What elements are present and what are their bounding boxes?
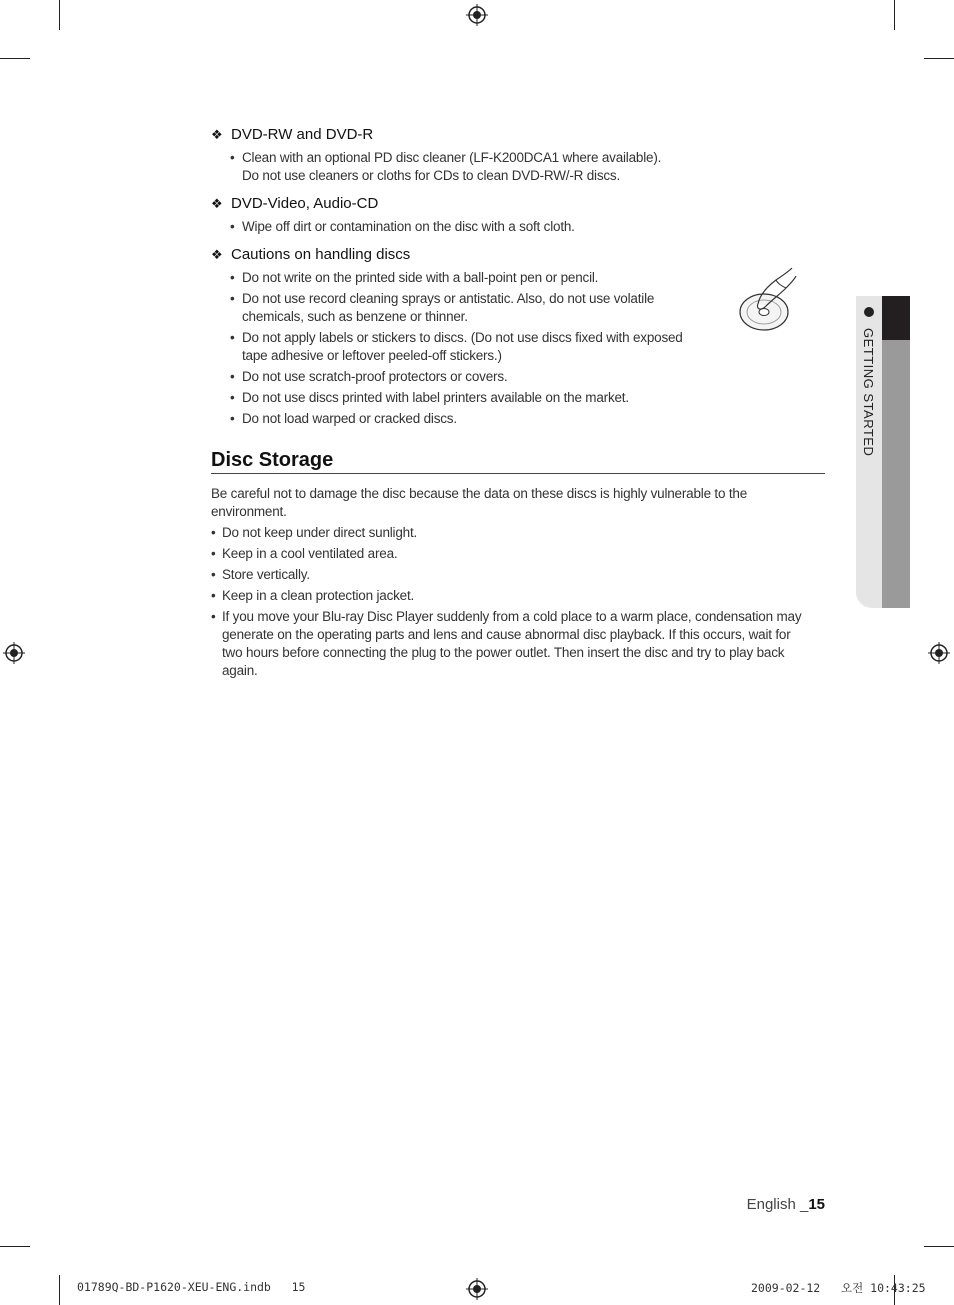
print-slug-file: 01789Q-BD-P1620-XEU-ENG.indb 15 bbox=[77, 1280, 306, 1294]
side-tab-label: GETTING STARTED bbox=[861, 328, 876, 457]
list-item: • Do not use discs printed with label printers available on the market. bbox=[211, 389, 825, 407]
main-content bbox=[211, 124, 825, 680]
registration-mark-icon bbox=[3, 642, 25, 664]
section-cautions bbox=[211, 244, 825, 428]
bullet-list bbox=[211, 218, 825, 236]
section-heading bbox=[211, 193, 825, 215]
paragraph bbox=[211, 485, 825, 521]
side-tab-dot bbox=[864, 307, 874, 317]
list-item: • Do not apply labels or stickers to discs. (Do not use discs fixed with exposed bbox=[211, 329, 825, 347]
bullet-list bbox=[211, 149, 825, 185]
section-title: Disc Storage bbox=[211, 448, 825, 474]
page-number-value: 15 bbox=[808, 1196, 825, 1213]
list-item: • Clean with an optional PD disc cleaner (LF-K200DCA1 where available). bbox=[211, 149, 825, 167]
bullet-list bbox=[211, 524, 825, 680]
crop-mark bbox=[924, 58, 954, 59]
diamond-bullet-icon: ❖ bbox=[211, 247, 223, 262]
section-dvd-rw bbox=[211, 124, 825, 185]
section-disc-storage bbox=[211, 448, 825, 680]
side-tab-marker bbox=[882, 296, 910, 340]
list-item-line: again. bbox=[222, 663, 258, 678]
list-item: • Do not use scratch-proof protectors or covers. bbox=[211, 368, 825, 386]
list-item: • Do not load warped or cracked discs. bbox=[211, 410, 825, 428]
print-slug-timestamp: 2009-02-12 오전 10:43:25 bbox=[751, 1281, 926, 1295]
list-item-continued: tape adhesive or leftover peeled-off stickers.) bbox=[242, 348, 502, 363]
crop-mark bbox=[894, 0, 895, 30]
list-item bbox=[211, 608, 825, 680]
registration-mark-icon bbox=[466, 1278, 488, 1300]
section-heading bbox=[211, 244, 825, 266]
section-dvd-video bbox=[211, 193, 825, 236]
diamond-bullet-icon: ❖ bbox=[211, 127, 223, 142]
diamond-bullet-icon: ❖ bbox=[211, 196, 223, 211]
paragraph-line: Be careful not to damage the disc because the data on these discs is highly vulnerable to the bbox=[211, 486, 748, 501]
page-number-prefix: English _ bbox=[746, 1196, 809, 1213]
section-heading bbox=[211, 124, 825, 146]
crop-mark bbox=[0, 58, 30, 59]
list-item-continued: Do not use cleaners or cloths for CDs to clean DVD-RW/-R discs. bbox=[242, 168, 621, 183]
crop-mark bbox=[924, 1246, 954, 1247]
crop-mark bbox=[0, 1246, 30, 1247]
list-item-line: generate on the operating parts and lens and cause abnormal disc playback. If this occurs, wait for bbox=[222, 627, 791, 642]
section-heading-text: Cautions on handling discs bbox=[231, 246, 411, 263]
section-heading-text: DVD-Video, Audio-CD bbox=[231, 195, 379, 212]
crop-mark bbox=[59, 0, 60, 30]
bullet-list bbox=[211, 269, 825, 428]
list-item-continued: chemicals, such as benzene or thinner. bbox=[242, 309, 468, 324]
section-heading-text: DVD-RW and DVD-R bbox=[231, 126, 374, 143]
side-tab-bar bbox=[882, 296, 910, 608]
list-item: • Keep in a cool ventilated area. bbox=[211, 545, 825, 563]
list-item: • Do not use record cleaning sprays or antistatic. Also, do not use volatile bbox=[211, 290, 825, 308]
list-item: • Keep in a clean protection jacket. bbox=[211, 587, 825, 605]
list-item: • Store vertically. bbox=[211, 566, 825, 584]
list-item: • Do not write on the printed side with a ball-point pen or pencil. bbox=[211, 269, 825, 287]
list-item-line: two hours before connecting the plug to the power outlet. Then insert the disc and try to play back bbox=[222, 645, 785, 660]
crop-mark bbox=[59, 1275, 60, 1305]
page-number bbox=[747, 1196, 825, 1213]
list-item-line: If you move your Blu-ray Disc Player suddenly from a cold place to a warm place, condensation may bbox=[222, 609, 802, 624]
list-item: • Do not keep under direct sunlight. bbox=[211, 524, 825, 542]
list-item: • Wipe off dirt or contamination on the disc with a soft cloth. bbox=[211, 218, 825, 236]
registration-mark-icon bbox=[466, 4, 488, 26]
registration-mark-icon bbox=[928, 642, 950, 664]
paragraph-line: environment. bbox=[211, 504, 287, 519]
